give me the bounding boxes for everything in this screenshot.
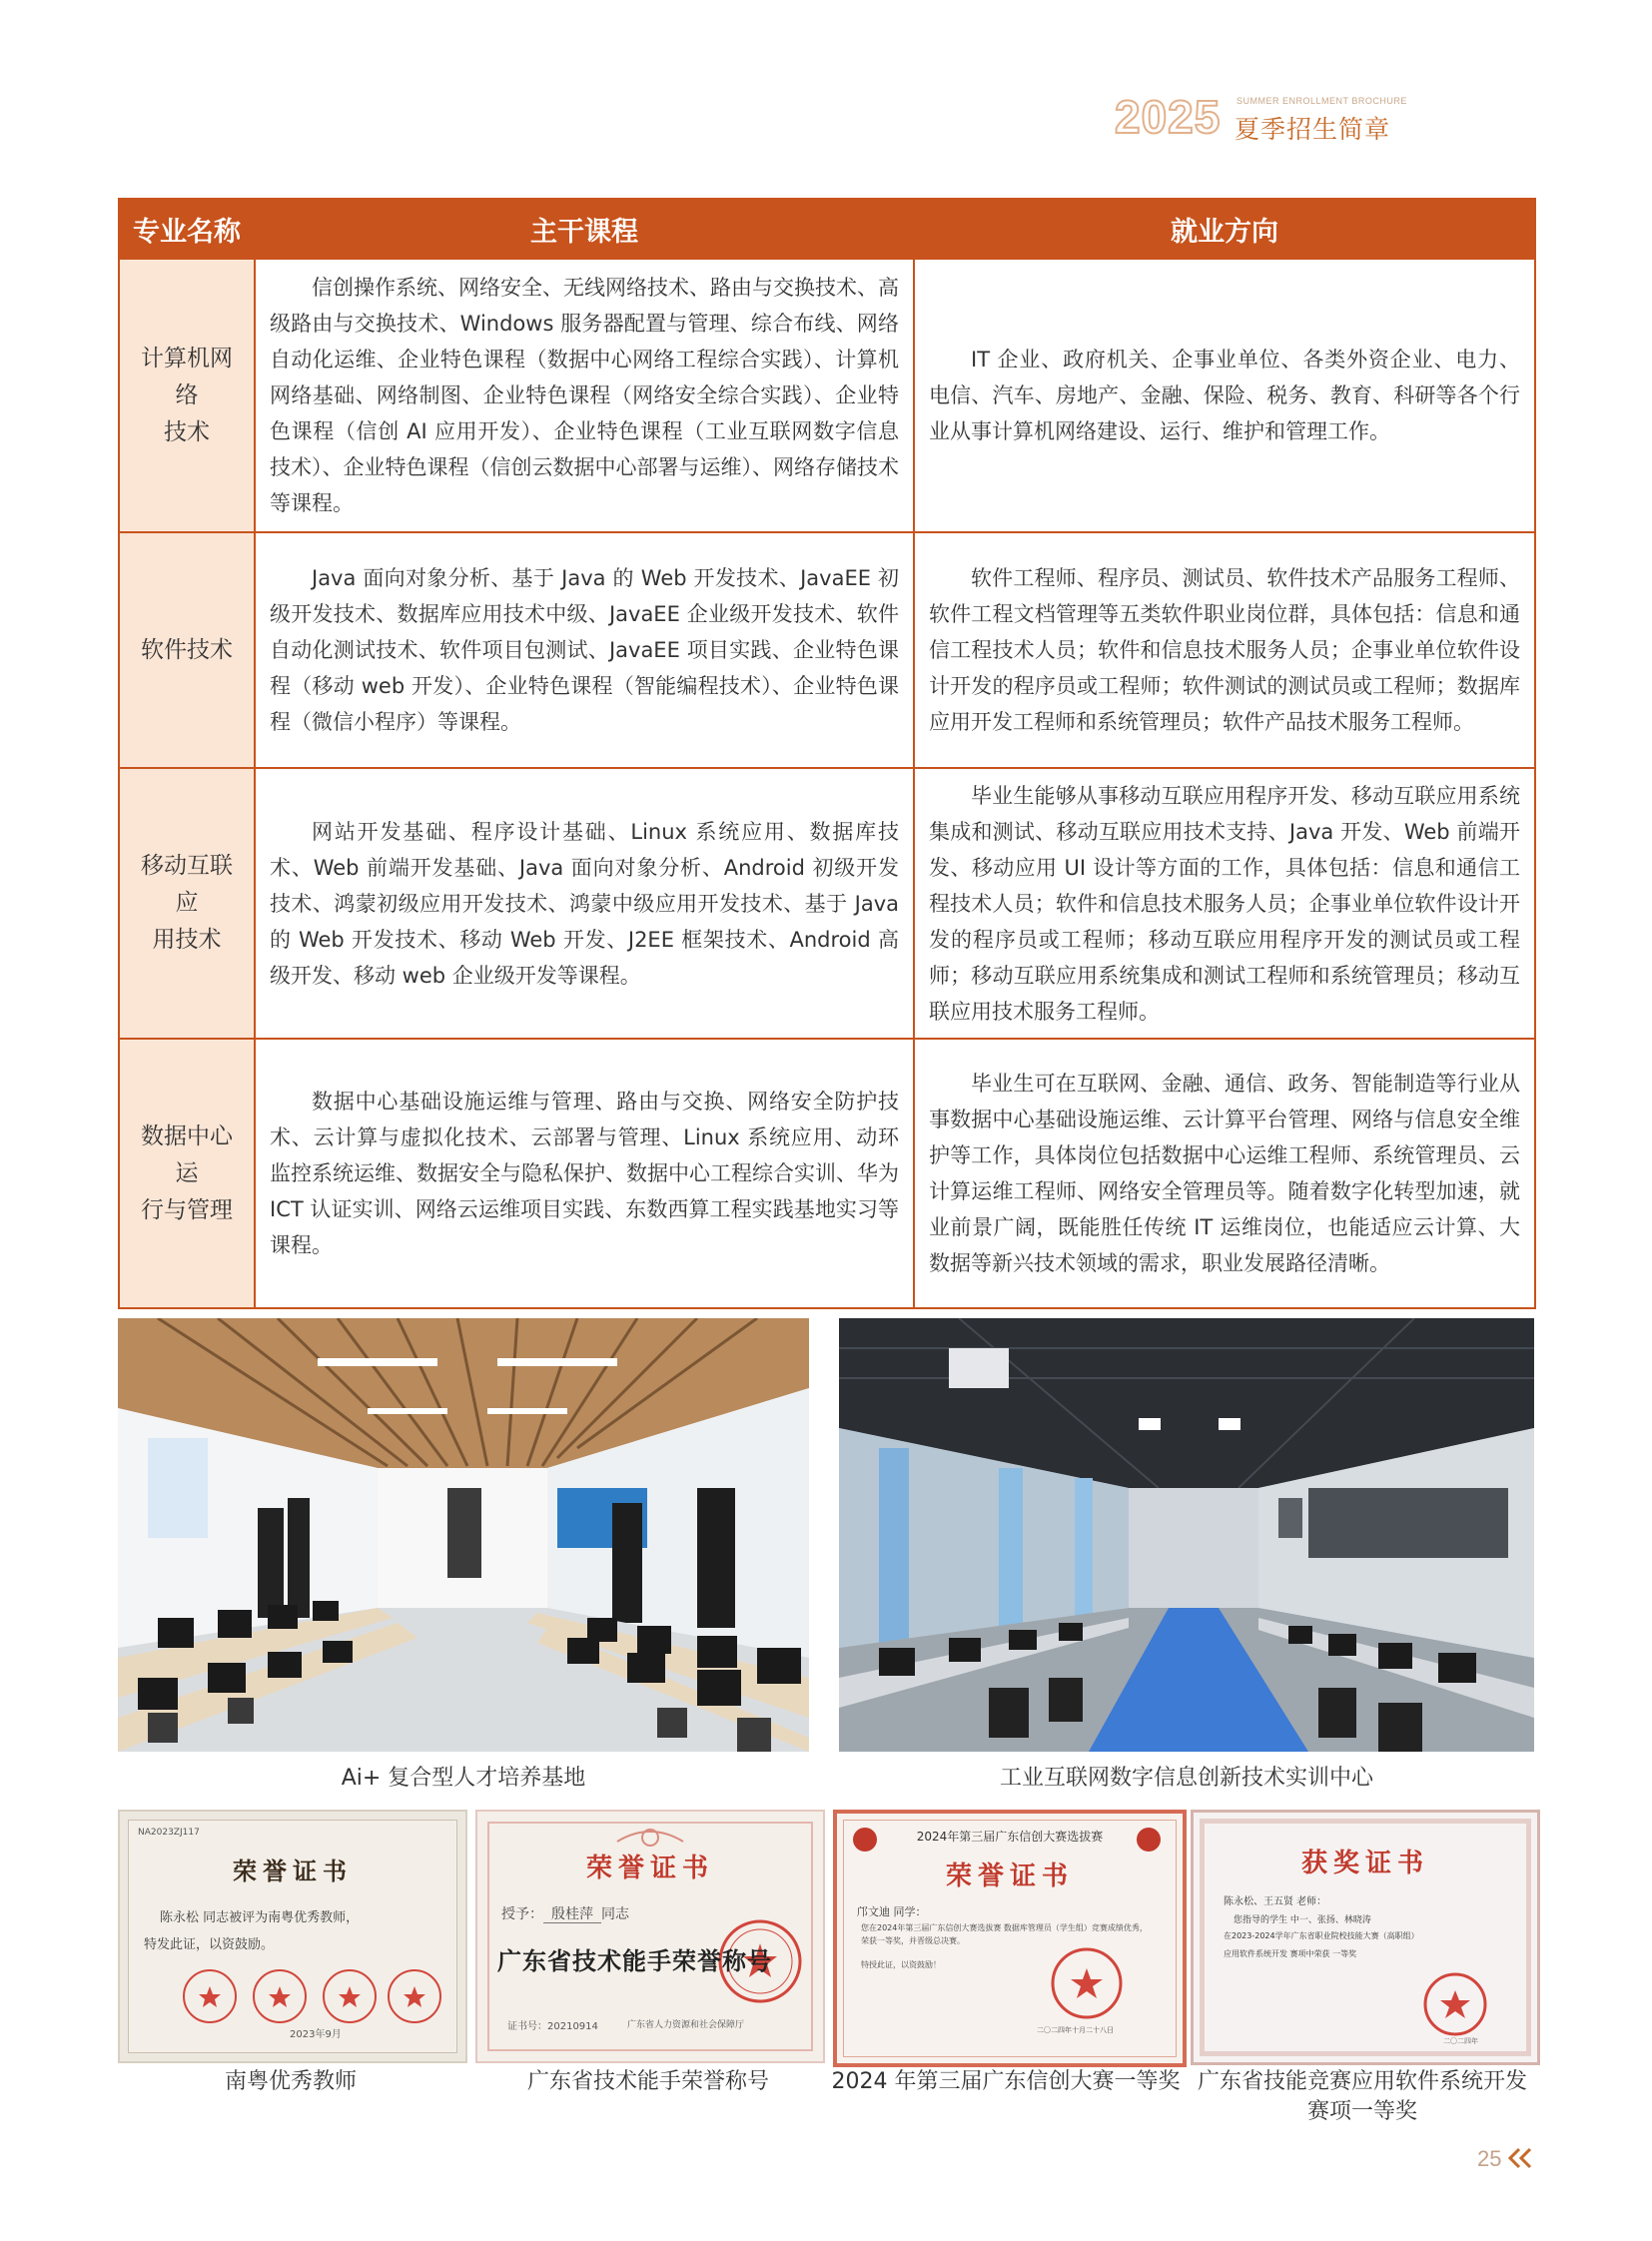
page-number: 25 xyxy=(1477,2146,1502,2171)
major-name-line: 技术 xyxy=(164,418,210,445)
cert-recipient: 邝文迪 同学： xyxy=(857,1905,927,1918)
majors-table xyxy=(118,198,1536,1309)
photo-caption: Ai+ 复合型人才培养基地 xyxy=(341,1766,586,1791)
careers-cell: 毕业生能够从事移动互联应用程序开发、移动互联应用系统集成和测试、移动互联应用技术支持、Java 开发、Web 前端开发、移动应用 UI 设计等方面的工作，具体包括：信息和通信工程技术人员；软件和信息技术服务人员；企事业单位软件设计开发的程序员或工程师；移动互联应用程序开发的测试员或工程师；移动互联应用系统集成和测试工程师和系统管理员；移动互联应用技术服务工程师。 xyxy=(914,768,1535,1039)
cert-honor: 广东省技术能手荣誉称号 xyxy=(497,1946,772,1975)
cert-caption-line: 广东省技能竞赛应用软件系统开发 xyxy=(1197,2069,1527,2094)
photo-industrial-internet-center xyxy=(839,1318,1534,1752)
column-header-major: 专业名称 xyxy=(119,199,255,259)
table-row xyxy=(119,768,1535,1039)
double-chevron-left-icon[interactable] xyxy=(1506,2146,1536,2170)
table-row xyxy=(119,532,1535,768)
brochure-header xyxy=(1115,92,1534,144)
cert-serial: NA2023ZJ117 xyxy=(138,1828,200,1838)
cert-note: 特授此证，以资鼓励！ xyxy=(861,1960,941,1969)
cert-caption: 南粤优秀教师 xyxy=(224,2069,357,2094)
courses-cell: 信创操作系统、网络安全、无线网络技术、路由与交换技术、高级路由与交换技术、Windows 服务器配置与管理、综合布线、网络自动化运维、企业特色课程（数据中心网络工程综合实践）、计算机网络基础、网络制图、企业特色课程（网络安全综合实践）、企业特色课程（信创 AI 应用开发）、企业特色课程（工业互联网数字信息技术）、企业特色课程（信创云数据中心部署与运维）、网络存储技术等课程。 xyxy=(255,259,914,532)
major-name-cell xyxy=(119,259,255,532)
major-name-cell xyxy=(119,1039,255,1308)
table-row xyxy=(119,1039,1535,1308)
cert-caption: 广东省技术能手荣誉称号 xyxy=(526,2069,769,2094)
cert-body-line1: 陈永松 同志被评为南粤优秀教师， xyxy=(160,1910,360,1925)
brochure-subtitle-en: SUMMER ENROLLMENT BROCHURE xyxy=(1237,96,1407,106)
cert-grantee-name: 殷桂萍 xyxy=(543,1906,601,1923)
cert-body-line1: 您指导的学生 中一、张扬、林晓涛 xyxy=(1234,1915,1371,1925)
certificate-technical-expert xyxy=(475,1810,825,2063)
brochure-title: 夏季招生简章 xyxy=(1235,115,1391,144)
courses-cell: Java 面向对象分析、基于 Java 的 Web 开发技术、JavaEE 初级开发技术、数据库应用技术中级、JavaEE 企业级开发技术、软件自动化测试技术、软件项目包测试、JavaEE 项目实践、企业特色课程（移动 web 开发）、企业特色课程（智能编程技术）、企业特色课程（微信小程序）等课程。 xyxy=(255,532,914,768)
cert-seal-icon xyxy=(1194,1813,1531,2056)
column-header-courses: 主干课程 xyxy=(255,199,914,259)
table-header-row xyxy=(119,199,1535,259)
cert-body: 您在2024年第三届广东信创大赛选拔赛 数据库管理员（学生组）竞赛成绩优秀，荣获一等奖，并晋级总决赛。 xyxy=(861,1923,1148,1945)
cert-caption: 2024 年第三届广东信创大赛一等奖 xyxy=(831,2069,1181,2094)
cert-caption xyxy=(1185,2067,1540,2127)
careers-cell: 毕业生可在互联网、金融、通信、政务、智能制造等行业从事数据中心基础设施运维、云计算平台管理、网络与信息安全维护等工作，具体岗位包括数据中心运维工程师、系统管理员、云计算运维工程师、网络安全管理员等。随着数字化转型加速，就业前景广阔，既能胜任传统 IT 运维岗位，也能适应云计算、大数据等新兴技术领域的需求，职业发展路径清晰。 xyxy=(914,1039,1535,1308)
courses-cell: 数据中心基础设施运维与管理、路由与交换、网络安全防护技术、云计算与虚拟化技术、云部署与管理、Linux 系统应用、动环监控系统运维、数据安全与隐私保护、数据中心工程综合实训、华为 ICT 认证实训、网络云运维项目实践、东数西算工程实践基地实习等课程。 xyxy=(255,1039,914,1308)
cert-grantee xyxy=(501,1903,629,1923)
major-name-cell xyxy=(119,768,255,1039)
certificate-xinchuang-contest xyxy=(833,1810,1187,2067)
major-name-line: 行与管理 xyxy=(141,1196,233,1223)
major-name-line: 数据中心运 xyxy=(141,1122,233,1186)
cert-serial: 证书号：20210914 xyxy=(507,2021,598,2032)
training-center-illustration xyxy=(839,1318,1534,1752)
photo-caption: 工业互联网数字信息创新技术实训中心 xyxy=(999,1766,1373,1791)
cert-title: 荣誉证书 xyxy=(585,1854,714,1883)
table-row xyxy=(119,259,1535,532)
cert-date: 二〇二四年 xyxy=(1443,2037,1478,2045)
cert-date: 2023年9月 xyxy=(290,2029,342,2040)
cert-title: 荣誉证书 xyxy=(233,1857,353,1885)
major-name-line: 移动互联应 xyxy=(141,853,233,916)
certificate-skills-competition xyxy=(1191,1810,1540,2065)
cert-title: 获奖证书 xyxy=(1300,1849,1429,1878)
cert-body-line2: 特发此证，以资鼓励。 xyxy=(144,1937,275,1952)
major-name-line: 计算机网络 xyxy=(141,345,233,408)
cert-body-line2: 在2023-2024学年广东省职业院校技能大赛（高职组） xyxy=(1224,1931,1419,1940)
careers-cell: IT 企业、政府机关、企事业单位、各类外资企业、电力、电信、汽车、房地产、金融、保险、税务、教育、科研等各个行业从事计算机网络建设、运行、维护和管理工作。 xyxy=(914,259,1535,532)
cert-caption-line: 赛项一等奖 xyxy=(1306,2099,1417,2124)
lab-photo-illustration xyxy=(118,1318,809,1752)
cert-teachers: 陈永松、王五贤 老师： xyxy=(1224,1896,1327,1907)
major-name-line: 用技术 xyxy=(152,927,222,953)
cert-seals-icon xyxy=(120,1812,465,2061)
cert-grantee-prefix: 授予： xyxy=(501,1906,543,1922)
courses-cell: 网站开发基础、程序设计基础、Linux 系统应用、数据库技术、Web 前端开发基础、Java 面向对象分析、Android 初级开发技术、鸿蒙初级应用开发技术、鸿蒙中级应用开发技术、基于 Java 的 Web 开发技术、移动 Web 开发、J2EE 框架技术、Android 高级开发、移动 web 企业级开发等课程。 xyxy=(255,768,914,1039)
cert-title: 荣誉证书 xyxy=(945,1862,1074,1891)
brochure-year: 2025 xyxy=(1115,91,1222,143)
cert-body-line3: 应用软件系统开发 赛项中荣获 一等奖 xyxy=(1224,1949,1357,1958)
careers-cell: 软件工程师、程序员、测试员、软件技术产品服务工程师、软件工程文档管理等五类软件职业岗位群，具体包括：信息和通信工程技术人员；软件和信息技术服务人员；企事业单位软件设计开发的程序员或工程师；软件测试的测试员或工程师；数据库应用开发工程师和系统管理员；软件产品技术服务工程师。 xyxy=(914,532,1535,768)
column-header-careers: 就业方向 xyxy=(914,199,1535,259)
cert-top-title: 2024年第三届广东信创大赛选拔赛 xyxy=(916,1830,1104,1844)
certificate-south-china-teacher xyxy=(118,1810,467,2063)
cert-issuer: 广东省人力资源和社会保障厅 xyxy=(627,2020,745,2030)
cert-grantee-suffix: 同志 xyxy=(601,1906,629,1922)
major-name-cell xyxy=(119,532,255,768)
major-name-line: 软件技术 xyxy=(141,636,233,663)
photo-ai-talent-base xyxy=(118,1318,809,1752)
cert-date: 二〇二四年十月二十八日 xyxy=(1037,2026,1114,2034)
